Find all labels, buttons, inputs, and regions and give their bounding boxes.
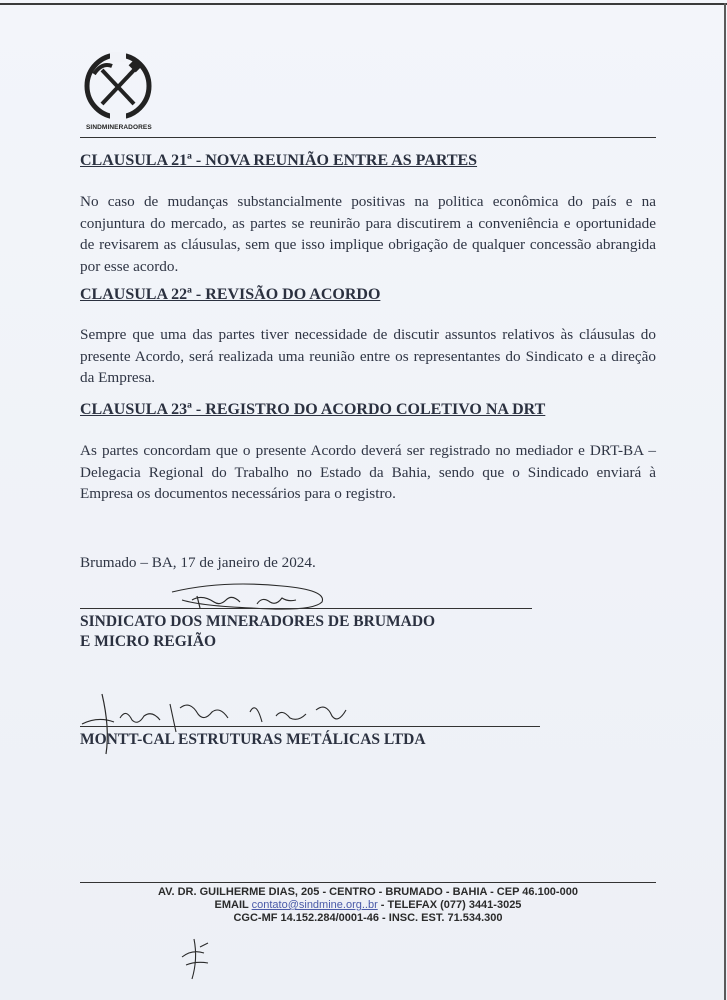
clause-21-body: No caso de mudanças substancialmente positivas na politica econômica do país e na conjuntura do mercado, as partes se reunirão para discutirem a conveniência e oportunidade de revisarem as cláusulas, sem que isso implique obrigação de qualquer concessão abrangida por esse acordo.	[80, 193, 656, 275]
initials-mark	[178, 935, 218, 983]
date-line: Brumado – BA, 17 de janeiro de 2024.	[80, 554, 316, 571]
company-name: MONTT-CAL ESTRUTURAS METÁLICAS LTDA	[80, 731, 426, 748]
footer-email-label: EMAIL	[214, 899, 252, 911]
clause-23-title: CLAUSULA 23ª - REGISTRO DO ACORDO COLETIVO NA DRT	[80, 401, 546, 418]
footer-registration: CGC-MF 14.152.284/0001-46 - INSC. EST. 71.534.300	[233, 912, 503, 924]
footer-email-link[interactable]: contato@sindmine.org..br	[251, 899, 378, 911]
footer-divider	[80, 882, 656, 883]
company-signature-line	[80, 726, 540, 727]
union-logo	[80, 48, 156, 124]
clause-21-title: CLAUSULA 21ª - NOVA REUNIÃO ENTRE AS PARTES	[80, 152, 478, 169]
clause-22-body: Sempre que uma das partes tiver necessidade de discutir assuntos relativos às cláusulas do presente Acordo, será realizada uma reunião entre os representantes do Sindicato e a direção da Empresa.	[80, 326, 656, 386]
clause-23-body: As partes concordam que o presente Acordo deverá ser registrado no mediador e DRT-BA – Delegacia Regional do Trabalho no Estado da Bahia, sendo que o Sindicado enviará à Empresa os documentos necessários para o registro.	[80, 442, 656, 502]
scan-right-edge	[724, 3, 726, 1000]
footer-contact	[80, 899, 656, 912]
logo-text: SINDMINERADORES	[86, 124, 152, 131]
clause-22-title: CLAUSULA 22ª - REVISÃO DO ACORDO	[80, 286, 381, 303]
union-name-line1: SINDICATO DOS MINERADORES DE BRUMADO	[80, 613, 436, 630]
header-divider	[80, 137, 656, 138]
footer-address: AV. DR. GUILHERME DIAS, 205 - CENTRO - BRUMADO - BAHIA - CEP 46.100-000	[158, 886, 578, 898]
scan-top-edge	[0, 3, 727, 5]
union-signature-line	[80, 608, 532, 609]
footer-phone: - TELEFAX (077) 3441-3025	[377, 899, 522, 911]
union-name-line2: E MICRO REGIÃO	[80, 633, 217, 650]
